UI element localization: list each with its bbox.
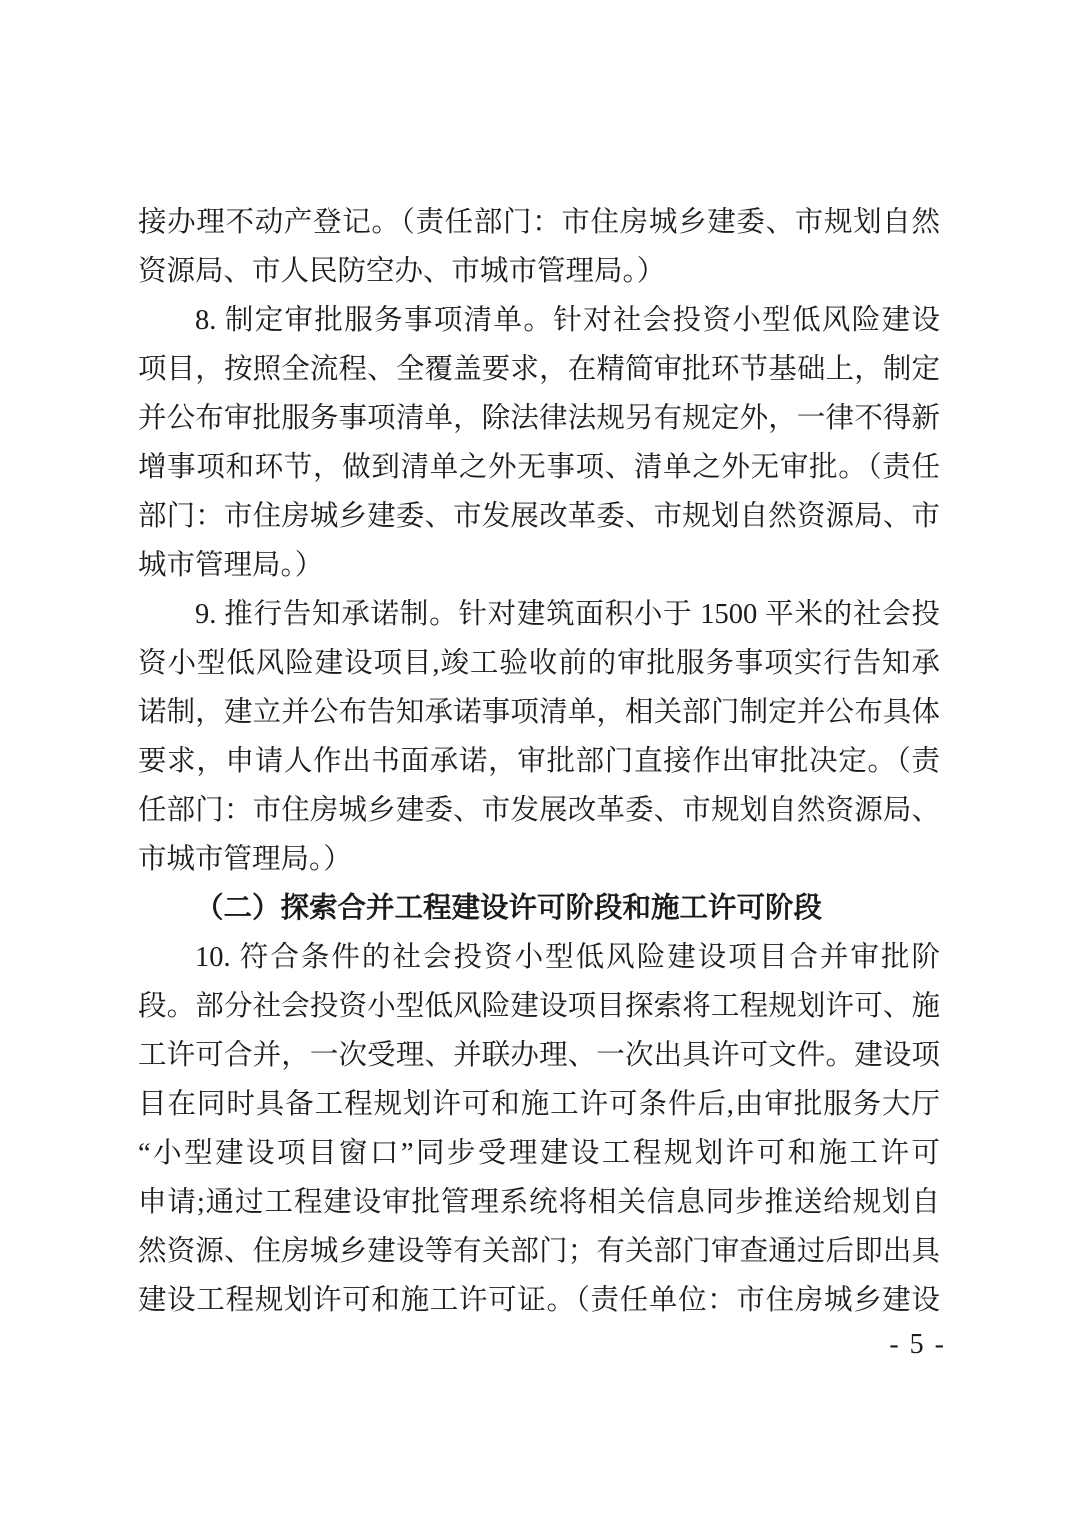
text-line: 诺制，建立并公布告知承诺事项清单，相关部门制定并公布具体: [138, 697, 940, 728]
text-line: 任部门：市住房城乡建委、市发展改革委、市规划自然资源局、: [138, 795, 940, 826]
paragraph: [138, 296, 940, 590]
text-line: 工许可合并，一次受理、并联办理、一次出具许可文件。建设项: [138, 1040, 940, 1071]
text-line: 建设工程规划许可和施工许可证。（责任单位：市住房城乡建设: [138, 1285, 940, 1316]
text-line: 10. 符合条件的社会投资小型低风险建设项目合并审批阶: [195, 942, 940, 973]
text-line: 目在同时具备工程规划许可和施工许可条件后,由审批服务大厅: [138, 1089, 940, 1120]
text-line: 接办理不动产登记。（责任部门：市住房城乡建委、市规划自然: [138, 207, 940, 238]
text-line: 部门：市住房城乡建委、市发展改革委、市规划自然资源局、市: [138, 501, 940, 532]
text-line: 9. 推行告知承诺制。针对建筑面积小于 1500 平米的社会投: [195, 599, 940, 630]
page-number: - 5 -: [889, 1329, 946, 1360]
document-body: [138, 198, 940, 1325]
text-line: 8. 制定审批服务事项清单。针对社会投资小型低风险建设: [195, 305, 940, 336]
text-line: 增事项和环节，做到清单之外无事项、清单之外无审批。（责任: [138, 452, 940, 483]
section-heading-line: （二）探索合并工程建设许可阶段和施工许可阶段: [195, 893, 823, 924]
text-line: 段。部分社会投资小型低风险建设项目探索将工程规划许可、施: [138, 991, 940, 1022]
text-line: 资源局、市人民防空办、市城市管理局。）: [138, 256, 666, 287]
text-line: “小型建设项目窗口”同步受理建设工程规划许可和施工许可: [138, 1138, 940, 1169]
text-line: 申请;通过工程建设审批管理系统将相关信息同步推送给规划自: [138, 1187, 940, 1218]
paragraph: [138, 933, 940, 1325]
paragraph: [138, 198, 940, 296]
text-line: 要求，申请人作出书面承诺，审批部门直接作出审批决定。（责: [138, 746, 940, 777]
text-line: 资小型低风险建设项目,竣工验收前的审批服务事项实行告知承: [138, 648, 940, 679]
text-line: 然资源、住房城乡建设等有关部门；有关部门审查通过后即出具: [138, 1236, 940, 1267]
text-line: 城市管理局。）: [138, 550, 324, 581]
text-line: 并公布审批服务事项清单，除法律法规另有规定外，一律不得新: [138, 403, 940, 434]
text-line: 市城市管理局。）: [138, 844, 352, 875]
text-line: 项目，按照全流程、全覆盖要求，在精简审批环节基础上，制定: [138, 354, 940, 385]
section-heading: [138, 884, 940, 933]
paragraph: [138, 590, 940, 884]
